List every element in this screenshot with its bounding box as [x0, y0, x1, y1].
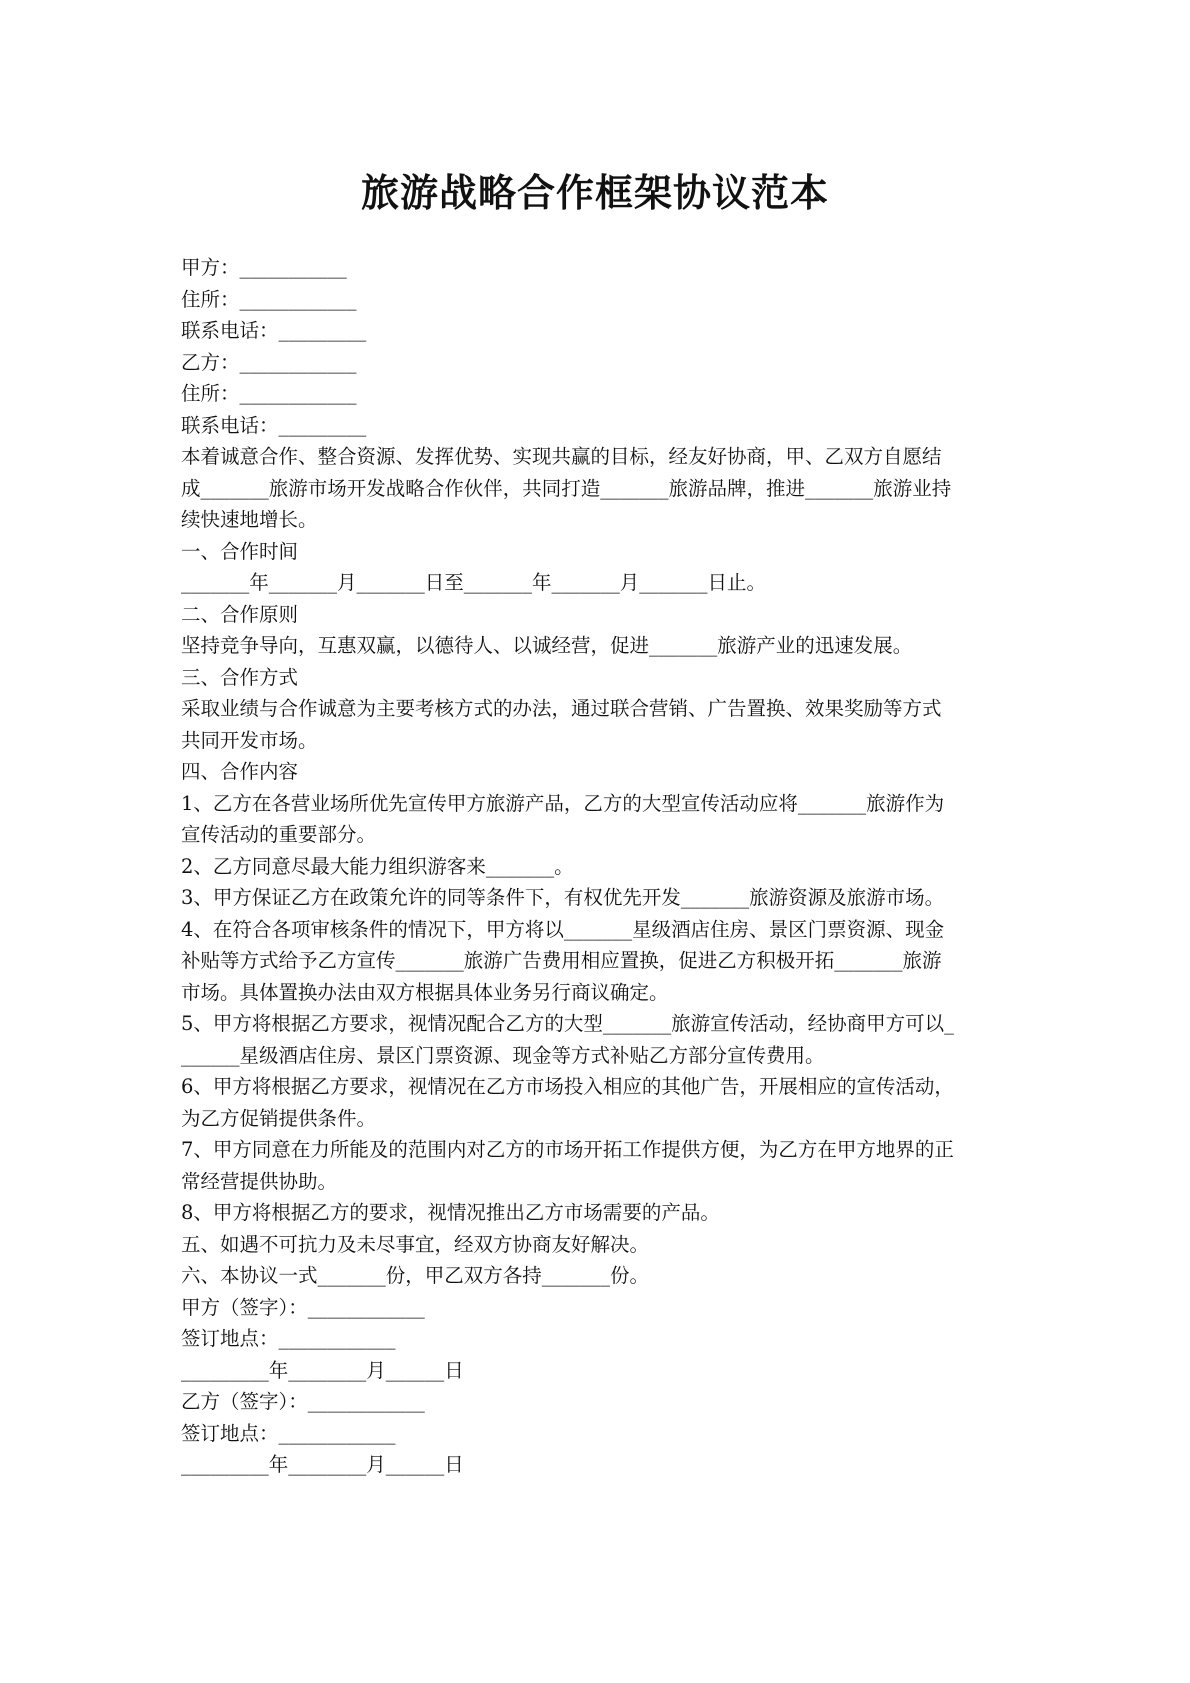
clause-line: ______星级酒店住房、景区门票资源、现金等方式补贴乙方部分宣传费用。 — [181, 1043, 825, 1067]
document-body — [181, 252, 1021, 1481]
clause-line: 3、甲方保证乙方在政策允许的同等条件下，有权优先开发_______旅游资源及旅游市场。 — [181, 886, 945, 909]
party-a-sign-date-line: _________年________月______日 — [181, 1358, 464, 1382]
clause-line: 5、甲方将根据乙方要求，视情况配合乙方的大型_______旅游宣传活动，经协商甲方可以_ — [181, 1012, 954, 1035]
party-b-address-line: 住所：____________ — [181, 382, 357, 405]
preamble-line: 成_______旅游市场开发战略合作伙伴，共同打造_______旅游品牌，推进_______旅游业持 — [181, 476, 952, 500]
party-b-sign-date-line: _________年________月______日 — [181, 1453, 464, 1476]
section-heading: 四、合作内容 — [181, 760, 299, 783]
party-a-signature-line: 甲方（签字）：____________ — [181, 1295, 425, 1319]
section-heading: 三、合作方式 — [181, 665, 299, 689]
clause-line: 7、甲方同意在力所能及的范围内对乙方的市场开拓工作提供方便，为乙方在甲方地界的正 — [181, 1138, 954, 1161]
clause-line: 为乙方促销提供条件。 — [181, 1106, 377, 1130]
preamble-line: 本着诚意合作、整合资源、发挥优势、实现共赢的目标，经友好协商，甲、乙双方自愿结 — [181, 445, 942, 468]
clause-line: 宣传活动的重要部分。 — [181, 823, 377, 846]
section-heading: 五、如遇不可抗力及未尽事宜，经双方协商友好解决。 — [181, 1232, 650, 1256]
party-a-name-line: 甲方：___________ — [181, 256, 347, 279]
clause-line: 6、甲方将根据乙方要求，视情况在乙方市场投入相应的其他广告，开展相应的宣传活动， — [181, 1075, 954, 1098]
clause-line: 4、在符合各项审核条件的情况下，甲方将以_______星级酒店住房、景区门票资源、现金 — [181, 917, 945, 941]
party-b-name-line: 乙方：____________ — [181, 350, 357, 374]
clause-line: _______年_______月_______日至_______年_______月_______日止。 — [181, 571, 767, 594]
clause-line: 市场。具体置换办法由双方根据具体业务另行商议确定。 — [181, 980, 669, 1004]
party-a-address-line: 住所：____________ — [181, 287, 357, 311]
clause-line: 1、乙方在各营业场所优先宣传甲方旅游产品，乙方的大型宣传活动应将_______旅游作为 — [181, 791, 945, 815]
clause-line: 坚持竞争导向，互惠双赢，以德待人、以诚经营，促进_______旅游产业的迅速发展。 — [181, 634, 913, 657]
party-b-phone-line: 联系电话：_________ — [181, 413, 367, 437]
clause-line: 8、甲方将根据乙方的要求，视情况推出乙方市场需要的产品。 — [181, 1201, 720, 1224]
section-heading: 一、合作时间 — [181, 539, 299, 563]
party-a-sign-location-line: 签订地点：____________ — [181, 1327, 396, 1350]
party-b-sign-location-line: 签订地点：____________ — [181, 1421, 396, 1445]
clause-line: 补贴等方式给予乙方宣传_______旅游广告费用相应置换，促进乙方积极开拓_______旅游 — [181, 949, 942, 972]
clause-line: 采取业绩与合作诚意为主要考核方式的办法，通过联合营销、广告置换、效果奖励等方式 — [181, 697, 942, 720]
preamble-line: 续快速地增长。 — [181, 508, 318, 531]
clause-line: 共同开发市场。 — [181, 728, 318, 752]
document-title: 旅游战略合作框架协议范本 — [360, 170, 829, 215]
clause-line: 常经营提供协助。 — [181, 1169, 338, 1193]
party-b-signature-line: 乙方（签字）：____________ — [181, 1390, 425, 1413]
party-a-phone-line: 联系电话：_________ — [181, 319, 367, 342]
clause-line: 2、乙方同意尽最大能力组织游客来_______。 — [181, 854, 574, 878]
section-heading: 六、本协议一式_______份，甲乙双方各持_______份。 — [181, 1264, 650, 1287]
section-heading: 二、合作原则 — [181, 602, 299, 626]
